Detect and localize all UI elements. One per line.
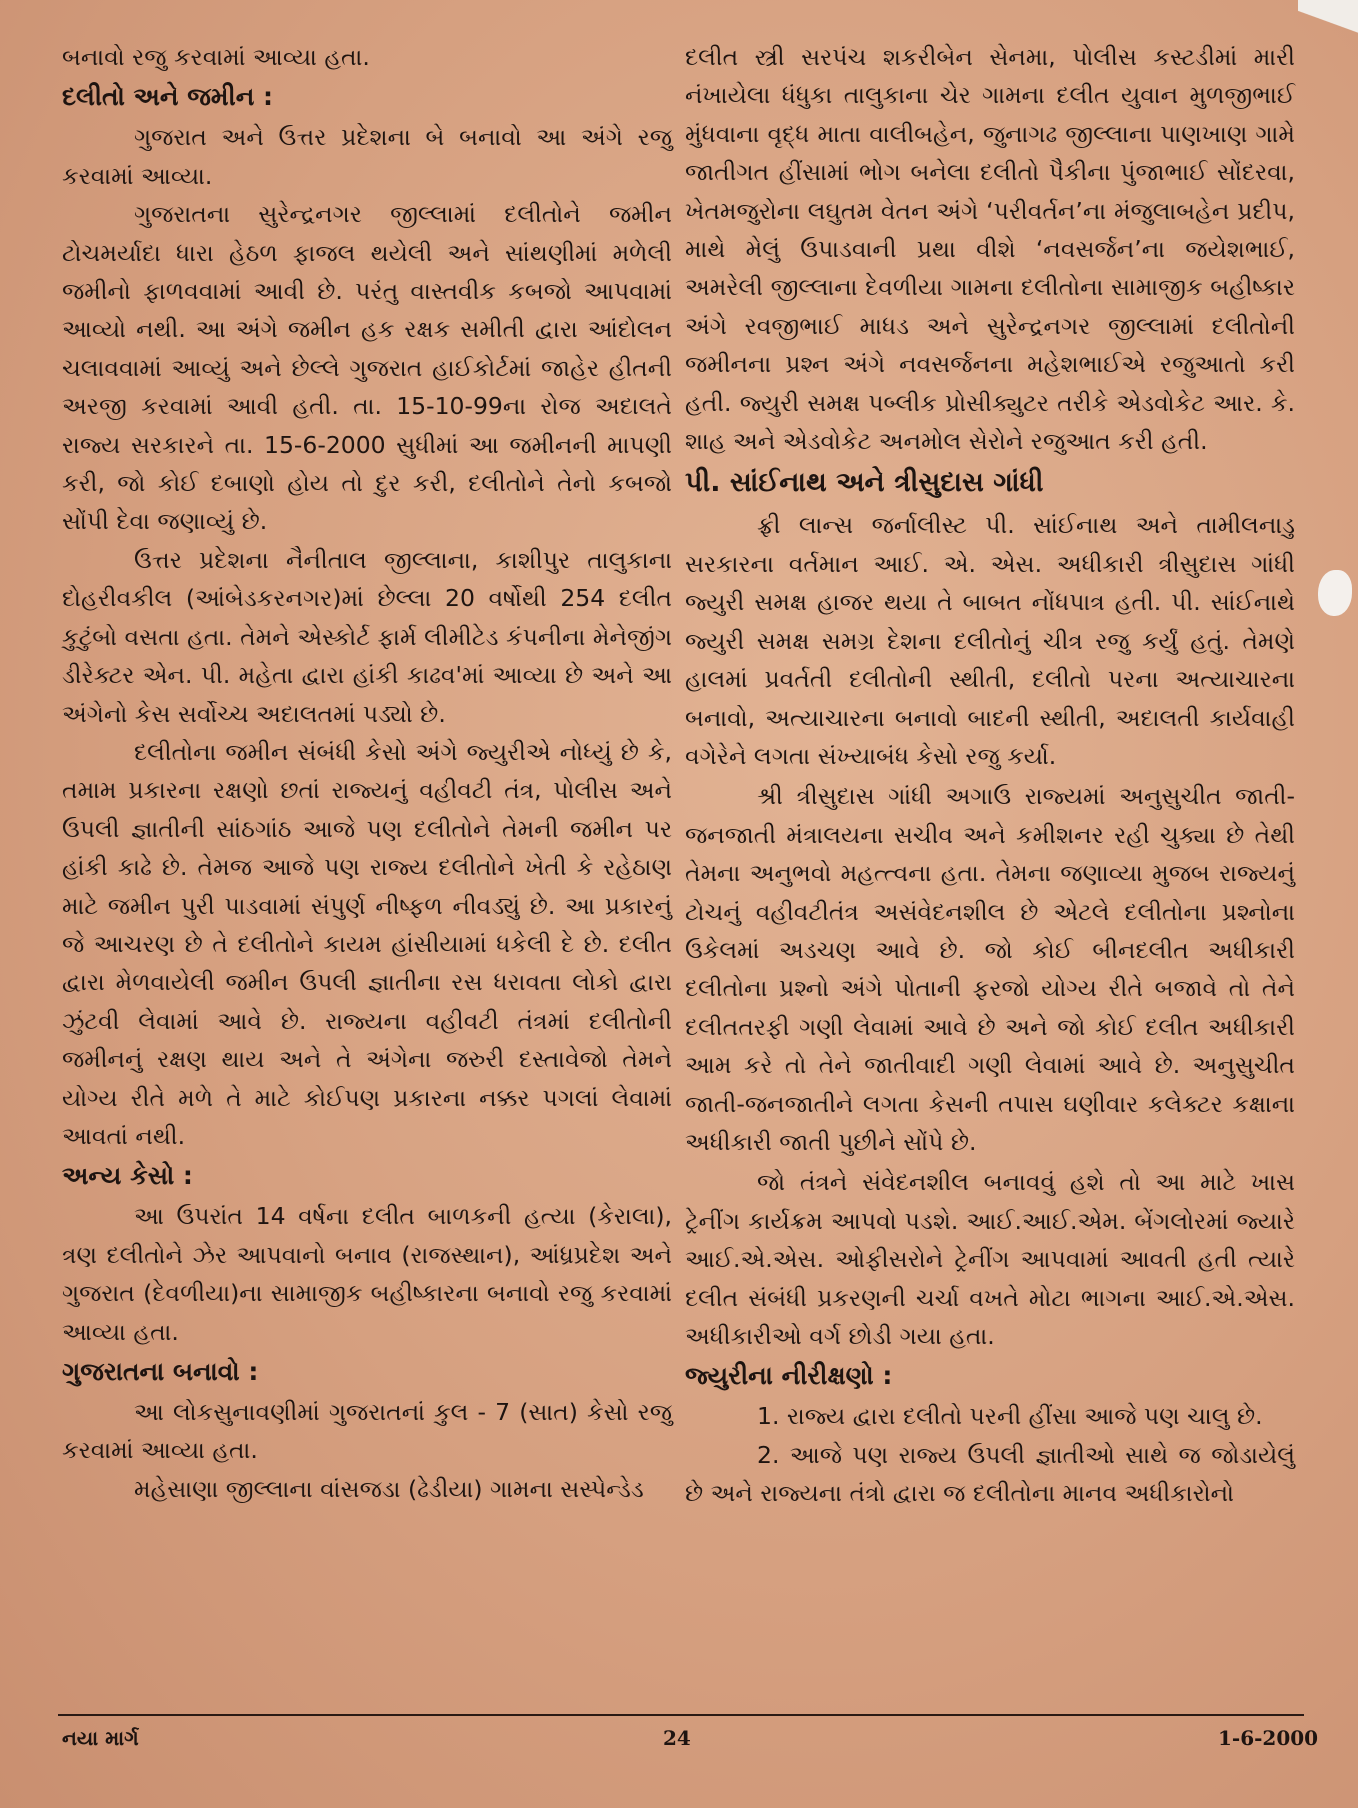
paper-hole — [1318, 570, 1352, 616]
paragraph: શ્રી ત્રીસુદાસ ગાંધી અગાઉ રાજ્યમાં અનુસુચીત જાતી-જનજાતી મંત્રાલયના સચીવ અને કમીશનર રહી ચુક્યા છે તેથી તેમના અનુભવો મહત્ત્વના હતા. તેમના જણાવ્યા મુજબ રાજ્યનું ટોચનું વહીવટીતંત્ર અસંવેદનશીલ છે એટલે દલીતોના પ્રશ્નોના ઉકેલમાં અડચણ આવે છે. જો કોઈ બીનદલીત અધીકારી દલીતોના પ્રશ્નો અંગે પોતાની ફરજો યોગ્ય રીતે બજાવે તો તેને દલીતતરફી ગણી લેવામાં આવે છે અને જો કોઈ દલીત અધીકારી આમ કરે તો તેને જાતીવાદી ગણી લેવામાં આવે છે. અનુસુચીત જાતી-જનજાતીને લગતા કેસની તપાસ ઘણીવાર કલેક્ટર કક્ષાના અધીકારી જાતી પુછીને સોંપે છે. — [685, 782, 1295, 1156]
publication-name: નયા માર્ગ — [62, 1726, 139, 1750]
page-number: 24 — [663, 1726, 691, 1750]
paragraph: ગુજરાત અને ઉત્તર પ્રદેશના બે બનાવો આ અંગે રજુ કરવામાં આવ્યા. — [62, 123, 672, 190]
paragraph: આ લોકસુનાવણીમાં ગુજરાતનાં કુલ - 7 (સાત) કેસો રજુ કરવામાં આવ્યા હતા. — [62, 1398, 672, 1465]
footer-divider — [58, 1714, 1304, 1716]
paragraph: આ ઉપરાંત 14 વર્ષના દલીત બાળકની હત્યા (કેરાલા), ત્રણ દલીતોને ઝેર આપવાનો બનાવ (રાજસ્થાન), આંધ્રપ્રદેશ અને ગુજરાત (દેવળીયા)ના સામાજીક બહીષ્કારના બનાવો રજુ કરવામાં આવ્યા હતા. — [62, 1202, 672, 1346]
paragraph: દલીતોના જમીન સંબંધી કેસો અંગે જ્યુરીએ નોધ્યું છે કે, તમામ પ્રકારના રક્ષણો છતાં રાજ્યનું વહીવટી તંત્ર, પોલીસ અને ઉપલી જ્ઞાતીની સાંઠગાંઠ આજે પણ દલીતોને તેમની જમીન પર હાંકી કાઢે છે. તેમજ આજે પણ રાજ્ય દલીતોને ખેતી કે રહેઠાણ માટે જમીન પુરી પાડવામાં સંપુર્ણ નીષ્ફળ નીવડ્યું છે. આ પ્રકારનું જે આચરણ છે તે દલીતોને કાયમ હાંસીયામાં ધકેલી દે છે. દલીત દ્વારા મેળવાયેલી જમીન ઉપલી જ્ઞાતીના રસ ધરાવતા લોકો દ્વારા ઝુંટવી લેવામાં આવે છે. રાજ્યના વહીવટી તંત્રમાં દલીતોની જમીનનું રક્ષણ થાય અને તે અંગેના જરુરી દસ્તાવેજો તેમને યોગ્ય રીતે મળે તે માટે કોઈપણ પ્રકારના નક્કર પગલાં લેવામાં આવતાં નથી. — [62, 737, 672, 1150]
torn-corner — [1298, 0, 1358, 50]
observation-item: 1. રાજ્ય દ્વારા દલીતો પરની હીંસા આજે પણ ચાલુ છે. — [757, 1402, 1263, 1431]
paragraph: ગુજરાતના સુરેન્દ્રનગર જીલ્લામાં દલીતોને જમીન ટોચમર્યાદા ધારા હેઠળ ફાજલ થયેલી અને સાંથણીમાં મળેલી જમીનો ફાળવવામાં આવી છે. પરંતુ વાસ્તવીક કબજો આપવામાં આવ્યો નથી. આ અંગે જમીન હક રક્ષક સમીતી દ્વારા આંદોલન ચલાવવામાં આવ્યું અને છેલ્લે ગુજરાત હાઈકોર્ટમાં જાહેર હીતની અરજી કરવામાં આવી હતી. તા. 15-10-99ના રોજ અદાલતે રાજ્ય સરકારને તા. 15-6-2000 સુધીમાં આ જમીનની માપણી કરી, જો કોઈ દબાણો હોય તો દુર કરી, દલીતોને તેનો કબજો સોંપી દેવા જણાવ્યું છે. — [62, 200, 672, 536]
left-column — [62, 38, 672, 1508]
paragraph: જો તંત્રને સંવેદનશીલ બનાવવું હશે તો આ માટે ખાસ ટ્રેનીંગ કાર્યક્રમ આપવો પડશે. આઈ.આઈ.એમ. બેંગલોરમાં જ્યારે આઈ.એ.એસ. ઓફીસરોને ટ્રેનીંગ આપવામાં આવતી હતી ત્યારે દલીત સંબંધી પ્રકરણની ચર્ચા વખતે મોટા ભાગના આઈ.એ.એસ. અધીકારીઓ વર્ગ છોડી ગયા હતા. — [685, 1168, 1295, 1350]
paragraph: મહેસાણા જીલ્લાના વાંસજડા (ઢેડીયા) ગામના સસ્પેન્ડેડ — [134, 1474, 644, 1503]
paragraph: ફ્રી લાન્સ જર્નાલીસ્ટ પી. સાંઈનાથ અને તામીલનાડુ સરકારના વર્તમાન આઈ. એ. એસ. અધીકારી ત્રીસુદાસ ગાંધી જ્યુરી સમક્ષ હાજર થયા તે બાબત નોંધપાત્ર હતી. પી. સાંઈનાથે જ્યુરી સમક્ષ સમગ્ર દેશના દલીતોનું ચીત્ર રજુ કર્યું હતું. તેમણે હાલમાં પ્રવર્તતી દલીતોની સ્થીતી, દલીતો પરના અત્યાચારના બનાવો, અત્યાચારના બનાવો બાદની સ્થીતી, અદાલતી કાર્યવાહી વગેરેને લગતા સંખ્યાબંધ કેસો રજુ કર્યા. — [685, 511, 1295, 770]
section-heading-other-cases: અન્ય કેસો : — [62, 1161, 193, 1191]
section-heading-dalits-and-land: દલીતો અને જમીન : — [62, 82, 274, 112]
section-heading-sainath-trisudas: પી. સાંઈનાથ અને ત્રીસુદાસ ગાંધી — [685, 467, 1044, 499]
right-column — [685, 38, 1295, 1513]
section-heading-jury-observations: જ્યુરીના નીરીક્ષણો : — [685, 1361, 893, 1391]
paragraph: બનાવો રજુ કરવામાં આવ્યા હતા. — [62, 43, 370, 71]
issue-date: 1-6-2000 — [1218, 1726, 1319, 1750]
section-heading-gujarat-incidents: ગુજરાતના બનાવો : — [62, 1357, 259, 1386]
paragraph: ઉત્તર પ્રદેશના નૈનીતાલ જીલ્લાના, કાશીપુર તાલુકાના દોહરીવકીલ (આંબેડકરનગર)માં છેલ્લા 20 વર્ષોથી 254 દલીત કુટુંબો વસતા હતા. તેમને એસ્કોર્ટ ફાર્મ લીમીટેડ કંપનીના મેનેજીંગ ડીરેક્ટર એન. પી. મહેતા દ્વારા હાંકી કાઢવ'માં આવ્યા છે અને આ અંગેનો કેસ સર્વોચ્ચ અદાલતમાં પડ્યો છે. — [62, 545, 672, 728]
observation-item: 2. આજે પણ રાજ્ય ઉપલી જ્ઞાતીઓ સાથે જ જોડાયેલું છે અને રાજ્યના તંત્રો દ્વારા જ દલીતોના માનવ અધીકારોનો — [685, 1440, 1295, 1508]
paragraph: દલીત સ્ત્રી સરપંચ શકરીબેન સેનમા, પોલીસ કસ્ટડીમાં મારી નંખાયેલા ધંધુકા તાલુકાના ચેર ગામના દલીત યુવાન મુળજીભાઈ મુંધવાના વૃદ્ધ માતા વાલીબહેન, જુનાગઢ જીલ્લાના પાણખાણ ગામે જાતીગત હીંસામાં ભોગ બનેલા દલીતો પૈકીના પુંજાભાઈ સોંદરવા, ખેતમજુરોના લઘુતમ વેતન અંગે ‘પરીવર્તન’ના મંજુલાબહેન પ્રદીપ, માથે મેલું ઉપાડવાની પ્રથા વીશે ‘નવસર્જન’ના જયેશભાઈ, અમરેલી જીલ્લાના દેવળીયા ગામના દલીતોના સામાજીક બહીષ્કાર અંગે રવજીભાઈ માધડ અને સુરેન્દ્રનગર જીલ્લામાં દલીતોની જમીનના પ્રશ્ન અંગે નવસર્જનના મહેશભાઈએ રજુઆતો કરી હતી. જ્યુરી સમક્ષ પબ્લીક પ્રોસીક્યુટર તરીકે એડવોકેટ આર. કે. શાહ અને એડવોકેટ અનમોલ સેરોને રજુઆત કરી હતી. — [685, 43, 1295, 456]
